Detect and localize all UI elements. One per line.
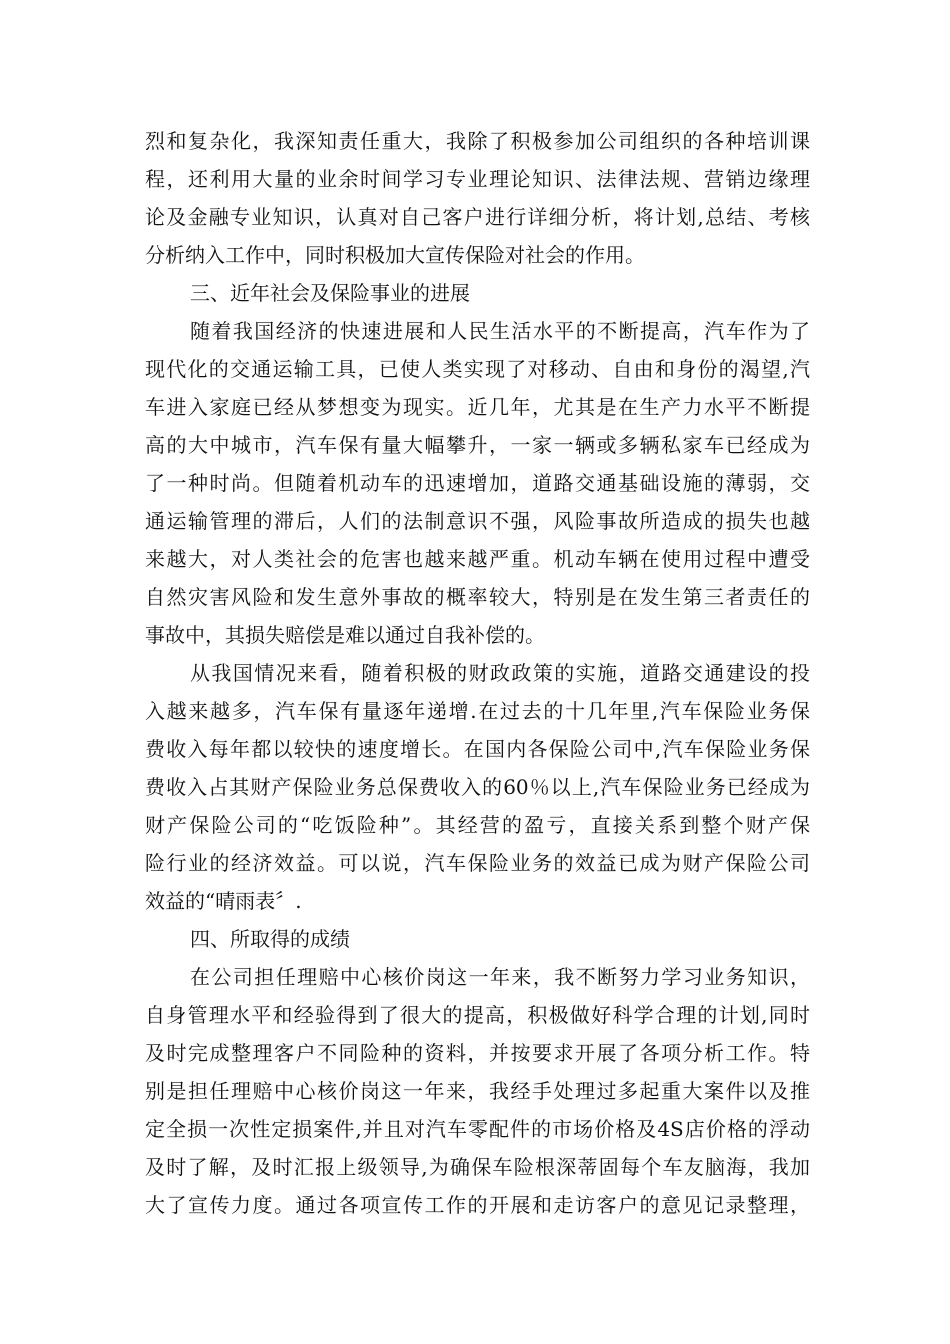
text-line: 从我国情况来看，随着积极的财政政策的实施，道路交通建设的投 bbox=[190, 661, 810, 685]
section-heading bbox=[145, 274, 810, 312]
text-line: 高的大中城市，汽车保有量大幅攀升，一家一辆或多辆私家车已经成为 bbox=[145, 433, 810, 457]
text-line: 四、所取得的成绩 bbox=[190, 927, 350, 951]
text-line: 车进入家庭已经从梦想变为现实。近几年，尤其是在生产力水平不断提 bbox=[145, 395, 810, 419]
text-line: 了一种时尚。但随着机动车的迅速增加，道路交通基础设施的薄弱，交 bbox=[145, 471, 810, 495]
text-line: 在公司担任理赔中心核价岗这一年来，我不断努力学习业务知识， bbox=[190, 965, 810, 989]
text-line: 来越大，对人类社会的危害也越来越严重。机动车辆在使用过程中遭受 bbox=[145, 547, 810, 571]
document-body bbox=[145, 122, 810, 1224]
document-page bbox=[145, 122, 810, 1224]
text-line: 分析纳入工作中，同时积极加大宣传保险对社会的作用。 bbox=[145, 243, 645, 267]
text-line: 费收入占其财产保险业务总保费收入的60％以上,汽车保险业务已经成为 bbox=[145, 775, 810, 799]
text-line: 事故中，其损失赔偿是难以通过自我补偿的。 bbox=[145, 623, 545, 647]
text-line: 烈和复杂化，我深知责任重大，我除了积极参加公司组织的各种培训课 bbox=[145, 129, 810, 153]
section-heading bbox=[145, 920, 810, 958]
text-line: 三、近年社会及保险事业的进展 bbox=[190, 281, 470, 305]
paragraph bbox=[145, 958, 810, 1224]
paragraph bbox=[145, 654, 810, 920]
text-line: 随着我国经济的快速进展和人民生活水平的不断提高，汽车作为了 bbox=[190, 319, 810, 343]
text-line: 及时完成整理客户不同险种的资料，并按要求开展了各项分析工作。特 bbox=[145, 1041, 810, 1065]
text-line: 别是担任理赔中心核价岗这一年来，我经手处理过多起重大案件以及推 bbox=[145, 1079, 810, 1103]
text-line: 自身管理水平和经验得到了很大的提高，积极做好科学合理的计划,同时 bbox=[145, 1003, 810, 1027]
text-line: 现代化的交通运输工具，已使人类实现了对移动、自由和身份的渴望,汽 bbox=[145, 357, 810, 381]
paragraph bbox=[145, 122, 810, 274]
text-line: 通运输管理的滞后，人们的法制意识不强，风险事故所造成的损失也越 bbox=[145, 509, 810, 533]
text-line: 论及金融专业知识，认真对自己客户进行详细分析，将计划,总结、考核 bbox=[145, 205, 810, 229]
text-line: 自然灾害风险和发生意外事故的概率较大，特别是在发生第三者责任的 bbox=[145, 585, 810, 609]
text-line: 大了宣传力度。通过各项宣传工作的开展和走访客户的意见记录整理， bbox=[145, 1193, 810, 1217]
text-line: 程，还利用大量的业余时间学习专业理论知识、法律法规、营销边缘理 bbox=[145, 167, 810, 191]
text-line: 定全损一次性定损案件,并且对汽车零配件的市场价格及4S店价格的浮动 bbox=[145, 1117, 810, 1141]
text-line: 财产保险公司的“吃饭险种”。其经营的盈亏，直接关系到整个财产保 bbox=[145, 813, 810, 837]
text-line: 险行业的经济效益。可以说，汽车保险业务的效益已成为财产保险公司 bbox=[145, 851, 810, 875]
text-line: 及时了解，及时汇报上级领导,为确保车险根深蒂固每个车友脑海，我加 bbox=[145, 1155, 810, 1179]
text-line: 效益的“晴雨表〞. bbox=[145, 889, 302, 913]
paragraph bbox=[145, 312, 810, 654]
text-line: 入越来越多，汽车保有量逐年递增.在过去的十几年里,汽车保险业务保 bbox=[145, 699, 810, 723]
text-line: 费收入每年都以较快的速度增长。在国内各保险公司中,汽车保险业务保 bbox=[145, 737, 810, 761]
